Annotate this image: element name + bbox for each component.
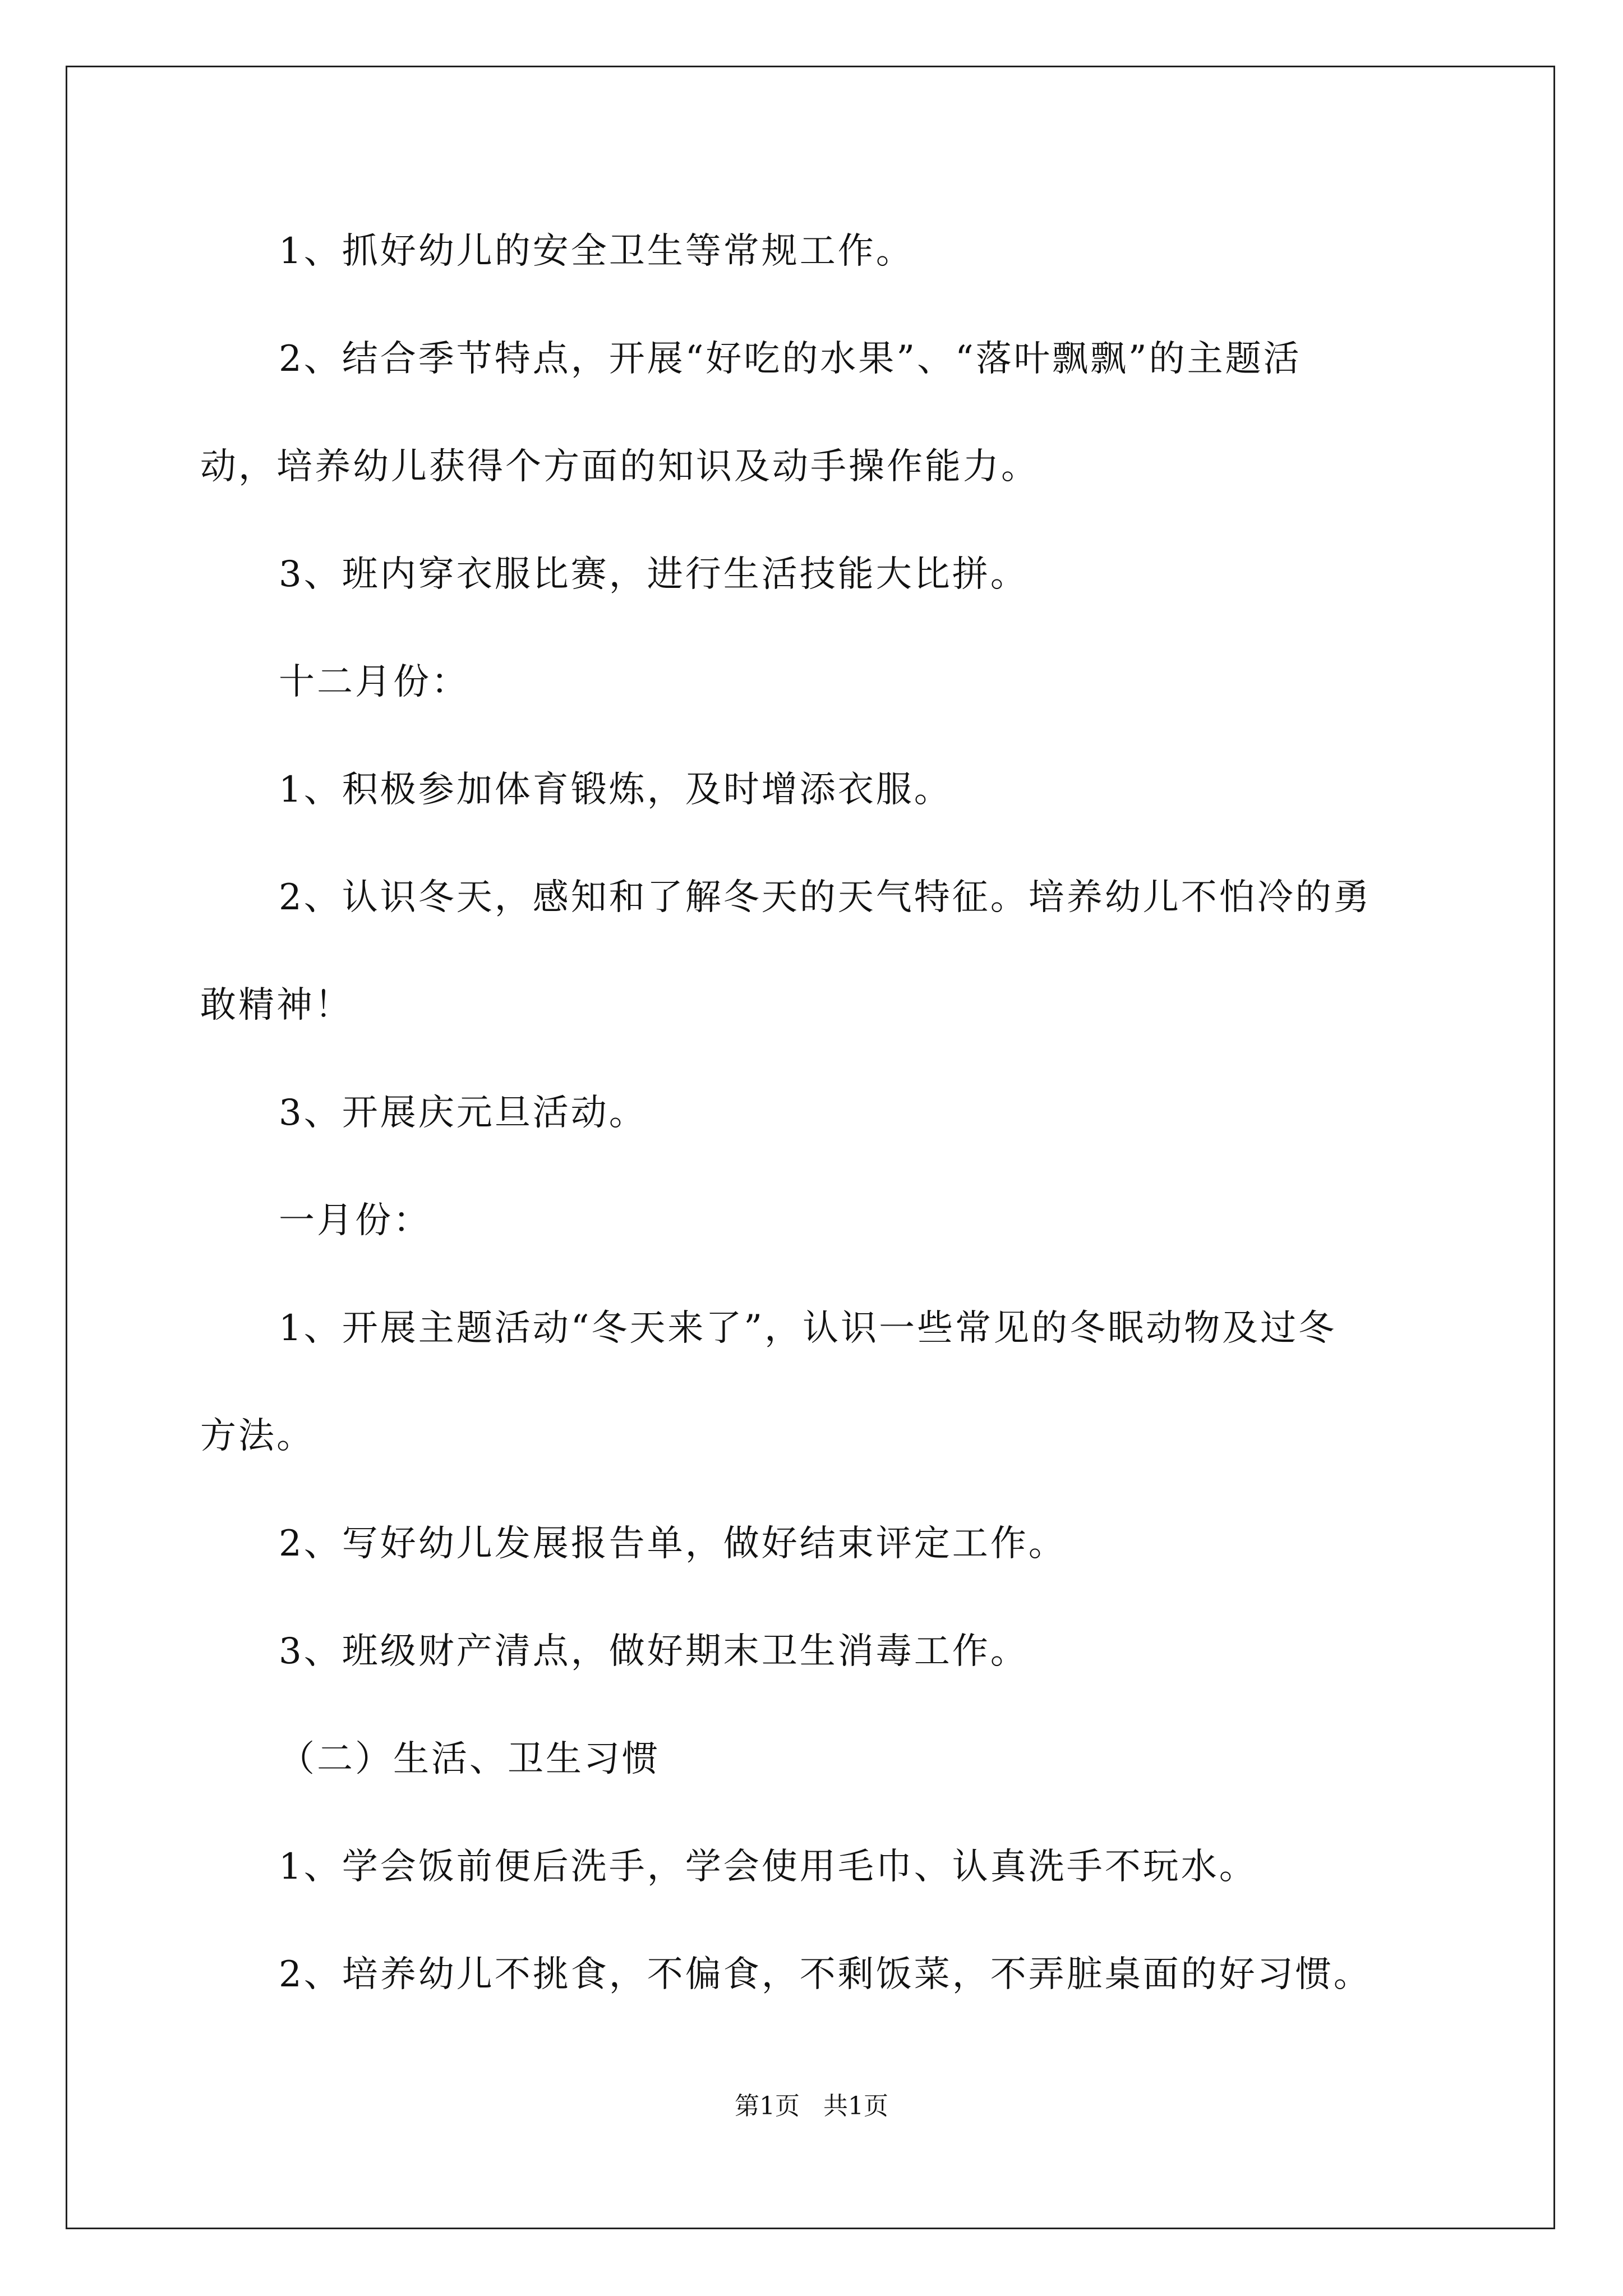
paragraph-line: 1、抓好幼儿的安全卫生等常规工作。 (279, 231, 914, 272)
paragraph-line: 1、开展主题活动“冬天来了”，认识一些常见的冬眠动物及过冬 (279, 1308, 1337, 1349)
paragraph-line: 3、开展庆元旦活动。 (279, 1092, 647, 1134)
paragraph-line: 3、班内穿衣服比赛，进行生活技能大比拼。 (279, 554, 1029, 595)
paragraph-line: 敢精神！ (200, 984, 353, 1026)
paragraph-line: 动，培养幼儿获得个方面的知识及动手操作能力。 (200, 446, 1039, 487)
section-heading: （二）生活、卫生习惯 (279, 1738, 660, 1780)
paragraph-line: 方法。 (200, 1415, 315, 1457)
paragraph-line: 1、积极参加体育锻炼，及时增添衣服。 (279, 769, 952, 811)
page-border (66, 66, 1555, 2229)
page-number-footer: 第1页 共1页 (735, 2092, 888, 2120)
paragraph-line: 2、写好幼儿发展报告单，做好结束评定工作。 (279, 1523, 1067, 1565)
paragraph-line: 2、结合季节特点，开展“好吃的水果”、“落叶飘飘”的主题活 (279, 338, 1302, 380)
section-heading: 十二月份： (279, 661, 469, 703)
paragraph-line: 1、学会饭前便后洗手，学会使用毛巾、认真洗手不玩水。 (279, 1846, 1257, 1888)
paragraph-line: 3、班级财产清点，做好期末卫生消毒工作。 (279, 1631, 1029, 1672)
paragraph-line: 2、培养幼儿不挑食，不偏食，不剩饭菜，不弄脏桌面的好习惯。 (279, 1954, 1372, 1995)
paragraph-line: 2、认识冬天，感知和了解冬天的天气特征。培养幼儿不怕冷的勇 (279, 877, 1372, 918)
section-heading: 一月份： (279, 1200, 431, 1241)
